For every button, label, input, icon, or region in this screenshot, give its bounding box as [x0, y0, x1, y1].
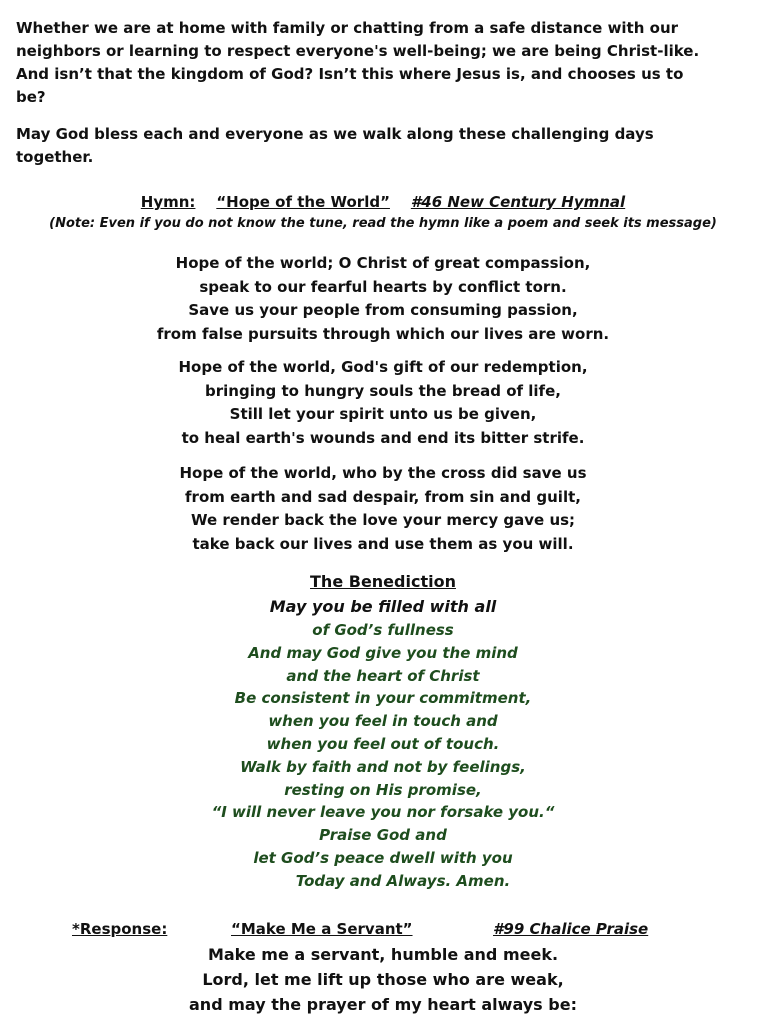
response-line: and may the prayer of my heart always be:	[189, 995, 577, 1014]
benediction-first-line: May you be filled with all	[269, 597, 497, 616]
hymn-verse-2	[0, 356, 766, 450]
benediction-line: Walk by faith and not by feelings,	[240, 757, 526, 776]
intro-line: neighbors or learning to respect everyone's well-being; we are being Christ-like.	[16, 42, 700, 60]
hymn-title: “Hope of the World”	[216, 193, 390, 211]
benediction-line: “I will never leave you nor forsake you.“	[211, 803, 555, 822]
benediction-line: Praise God and	[319, 826, 447, 845]
benediction-line: Be consistent in your commitment,	[234, 689, 532, 708]
intro-line: May God bless each and everyone as we walk along these challenging days	[16, 125, 654, 143]
verse-line: Hope of the world; O Christ of great compassion,	[175, 254, 591, 272]
intro-paragraph-2	[16, 123, 756, 169]
hymn-source: #46 New Century Hymnal	[410, 193, 626, 211]
intro-line: And isn’t that the kingdom of God? Isn’t this where Jesus is, and chooses us to	[16, 65, 684, 83]
benediction-line: Today and Always. Amen.	[295, 871, 511, 890]
response-line: Lord, let me lift up those who are weak,	[202, 970, 564, 989]
verse-line: from earth and sad despair, from sin and guilt,	[185, 487, 581, 506]
verse-line: We render back the love your mercy gave us;	[190, 511, 576, 529]
response-text	[0, 942, 766, 1017]
verse-line: speak to our fearful hearts by conflict torn.	[199, 277, 567, 296]
response-line: Make me a servant, humble and meek.	[207, 945, 559, 964]
benediction-line: of God’s fullness	[312, 621, 454, 639]
hymn-label: Hymn:	[140, 193, 196, 211]
benediction-text	[0, 619, 766, 893]
response-source: #99 Chalice Praise	[493, 920, 649, 938]
hymn-verse-1	[0, 252, 766, 346]
verse-line: Still let your spirit unto us be given,	[229, 405, 537, 423]
verse-line: Hope of the world, God's gift of our redemption,	[178, 358, 588, 376]
verse-line: take back our lives and use them as you will.	[192, 534, 574, 553]
hymn-note: (Note: Even if you do not know the tune, read the hymn like a poem and seek its message)	[49, 216, 717, 231]
benediction-line: resting on His promise,	[284, 780, 482, 799]
intro-line: together.	[16, 148, 94, 166]
verse-line: to heal earth's wounds and end its bitter strife.	[181, 428, 585, 447]
verse-line: bringing to hungry souls the bread of life,	[205, 381, 561, 400]
intro-line: be?	[16, 88, 46, 106]
benediction-line: And may God give you the mind	[248, 643, 518, 662]
verse-line: Hope of the world, who by the cross did save us	[179, 464, 587, 482]
verse-line: Save us your people from consuming passion,	[188, 301, 578, 319]
intro-line: Whether we are at home with family or chatting from a safe distance with our	[16, 19, 679, 37]
verse-line: from false pursuits through which our lives are worn.	[156, 324, 610, 343]
benediction-line: when you feel out of touch.	[266, 734, 500, 753]
benediction-line: let God’s peace dwell with you	[253, 848, 513, 867]
benediction-line: and the heart of Christ	[286, 666, 480, 685]
benediction-title: The Benediction	[310, 572, 456, 591]
response-label: *Response:	[72, 920, 168, 938]
benediction-line: when you feel in touch and	[268, 712, 498, 731]
response-title: “Make Me a Servant”	[231, 920, 413, 938]
hymn-heading	[0, 192, 766, 212]
hymn-verse-3	[0, 462, 766, 556]
intro-paragraph-1	[16, 17, 756, 109]
